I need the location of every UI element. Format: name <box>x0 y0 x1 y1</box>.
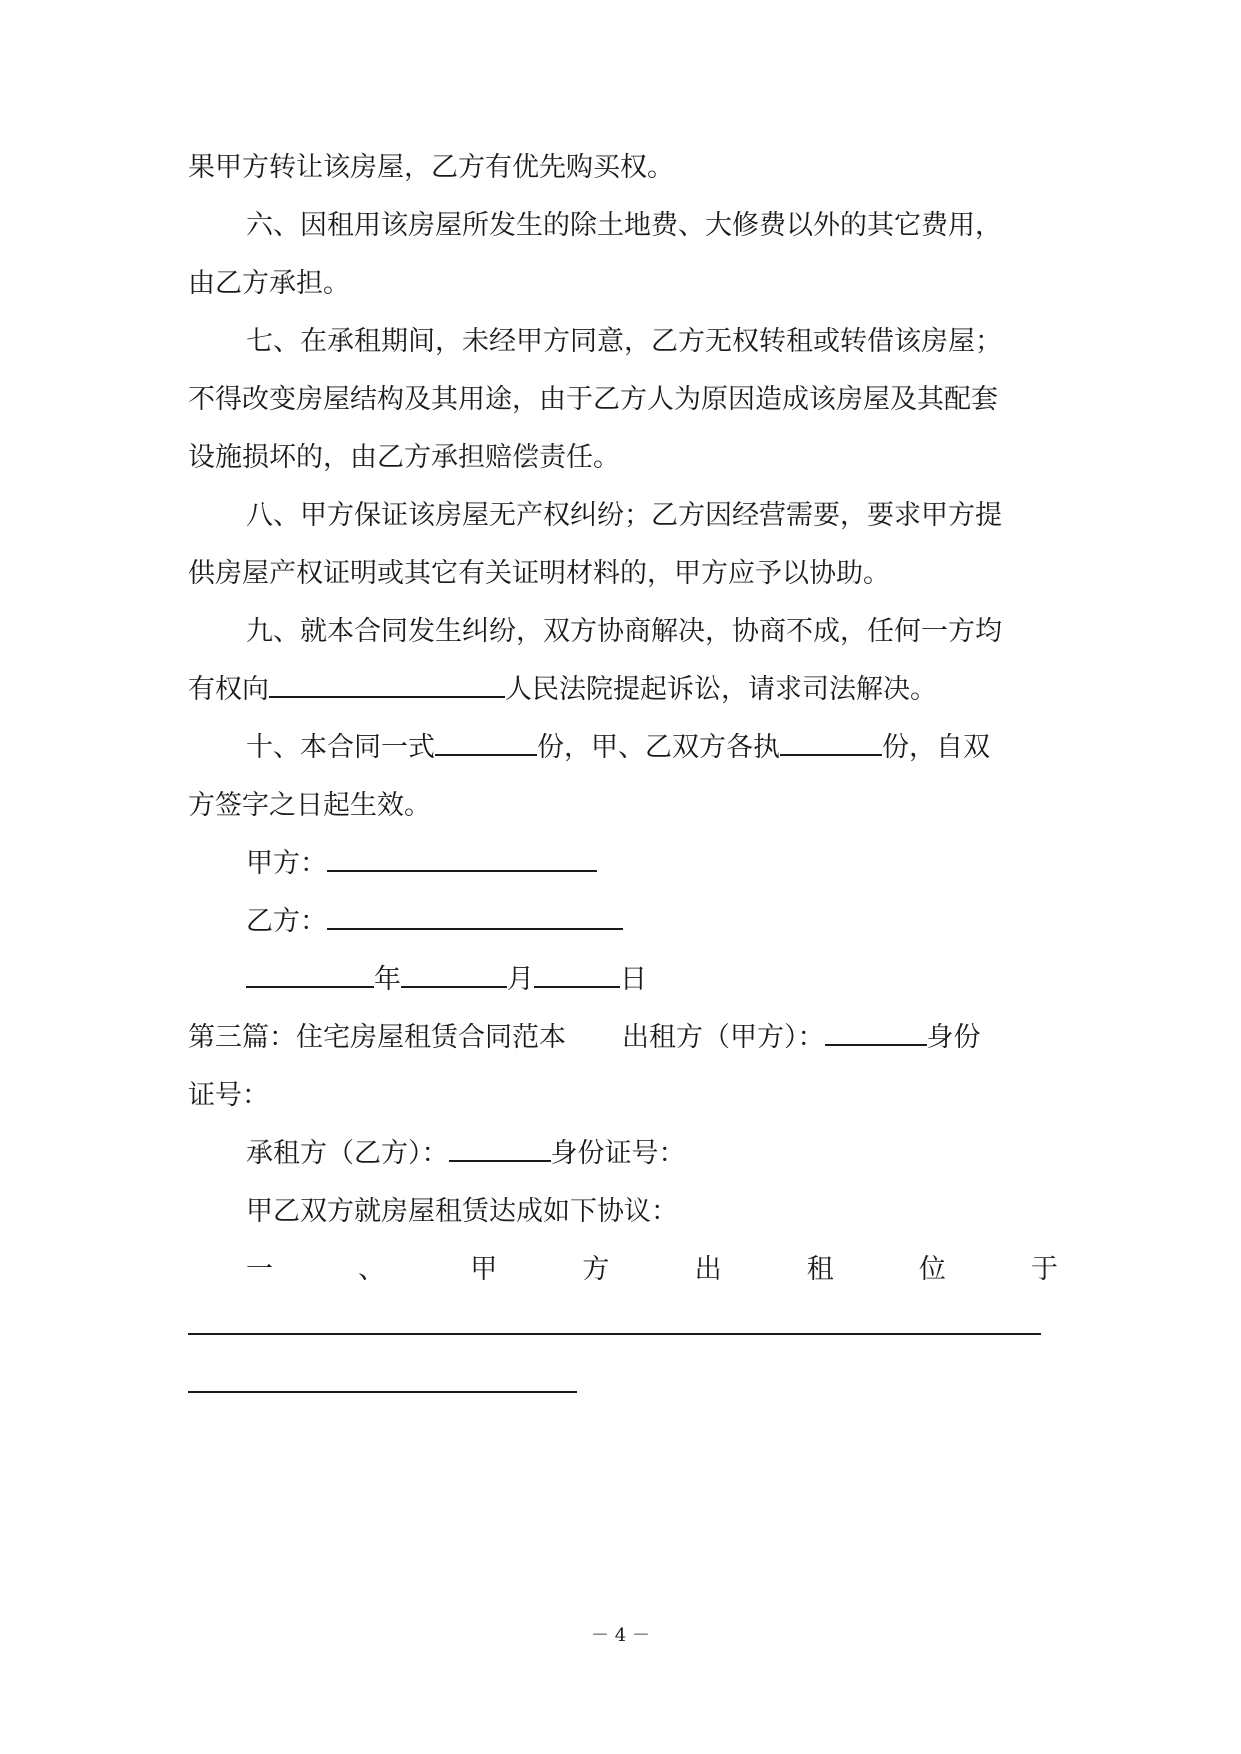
party-b-line <box>246 902 1058 942</box>
party-a-line <box>246 844 1058 884</box>
lessee-blank[interactable] <box>449 1136 551 1162</box>
lessor-blank[interactable] <box>825 1020 927 1046</box>
year-blank[interactable] <box>246 962 374 988</box>
court-suffix: 人民法院提起诉讼，请求司法解决。 <box>505 674 937 705</box>
text-line: 六、因租用该房屋所发生的除土地费、大修费以外的其它费用， <box>246 210 1002 241</box>
clause1-char: 于 <box>1030 1254 1058 1285</box>
total-copies-blank[interactable] <box>435 730 537 756</box>
date-line <box>246 960 1058 1000</box>
year-label: 年 <box>374 964 401 995</box>
text-line: 七、在承租期间，未经甲方同意，乙方无权转租或转借该房屋； <box>246 326 1002 357</box>
text-line: 由乙方承担。 <box>188 268 350 299</box>
month-label: 月 <box>507 964 534 995</box>
lessee-id-label: 身份证号： <box>550 1138 686 1169</box>
lessee-line <box>246 1134 1058 1174</box>
text-line: 设施损坏的，由乙方承担赔偿责任。 <box>188 442 620 473</box>
party-a-blank[interactable] <box>327 846 597 872</box>
page-number: － 4 － <box>591 1625 650 1646</box>
each-copies-blank[interactable] <box>780 730 882 756</box>
text-line: 果甲方转让该房屋，乙方有优先购买权。 <box>188 152 674 183</box>
copies-text-2: 份，甲、乙双方各执 <box>537 732 780 763</box>
court-prefix: 有权向 <box>188 674 269 705</box>
text-line: 甲乙双方就房屋租赁达成如下协议： <box>246 1196 678 1227</box>
clause1-char: 、 <box>358 1254 386 1285</box>
party-b-blank[interactable] <box>327 904 623 930</box>
copies-text-3: 份，自双 <box>882 732 990 763</box>
party-b-label: 乙方： <box>246 906 327 937</box>
clause1-char: 甲 <box>470 1254 498 1285</box>
address-blank-line-1[interactable] <box>188 1333 1041 1335</box>
copies-line <box>246 728 1058 768</box>
clause1-char: 出 <box>694 1254 722 1285</box>
copies-text-1: 十、本合同一式 <box>246 732 435 763</box>
text-line: 证号： <box>188 1080 269 1111</box>
day-label: 日 <box>620 964 647 995</box>
clause1-char: 方 <box>582 1254 610 1285</box>
month-blank[interactable] <box>401 962 507 988</box>
text-line: 供房屋产权证明或其它有关证明材料的，甲方应予以协助。 <box>188 558 890 589</box>
clause1-char: 位 <box>918 1254 946 1285</box>
court-line <box>188 670 1058 710</box>
lessor-label: 出租方（甲方）： <box>622 1022 825 1053</box>
address-blank-line-2[interactable] <box>188 1391 577 1393</box>
text-line: 九、就本合同发生纠纷，双方协商解决，协商不成，任何一方均 <box>246 616 1002 647</box>
day-blank[interactable] <box>534 962 620 988</box>
section3-line <box>188 1018 1058 1058</box>
clause1-line <box>246 1250 1058 1290</box>
party-a-label: 甲方： <box>246 848 327 879</box>
court-name-blank[interactable] <box>269 672 505 698</box>
lessor-id-label: 身份 <box>926 1022 981 1053</box>
text-line: 方签字之日起生效。 <box>188 790 431 821</box>
clause1-char: 租 <box>806 1254 834 1285</box>
text-line: 八、甲方保证该房屋无产权纠纷；乙方因经营需要，要求甲方提 <box>246 500 1002 531</box>
text-line: 不得改变房屋结构及其用途，由于乙方人为原因造成该房屋及其配套 <box>188 384 998 415</box>
lessee-label: 承租方（乙方）： <box>246 1138 449 1169</box>
clause1-char: 一 <box>246 1254 273 1285</box>
section3-title: 第三篇：住宅房屋租赁合同范本 <box>188 1022 566 1053</box>
